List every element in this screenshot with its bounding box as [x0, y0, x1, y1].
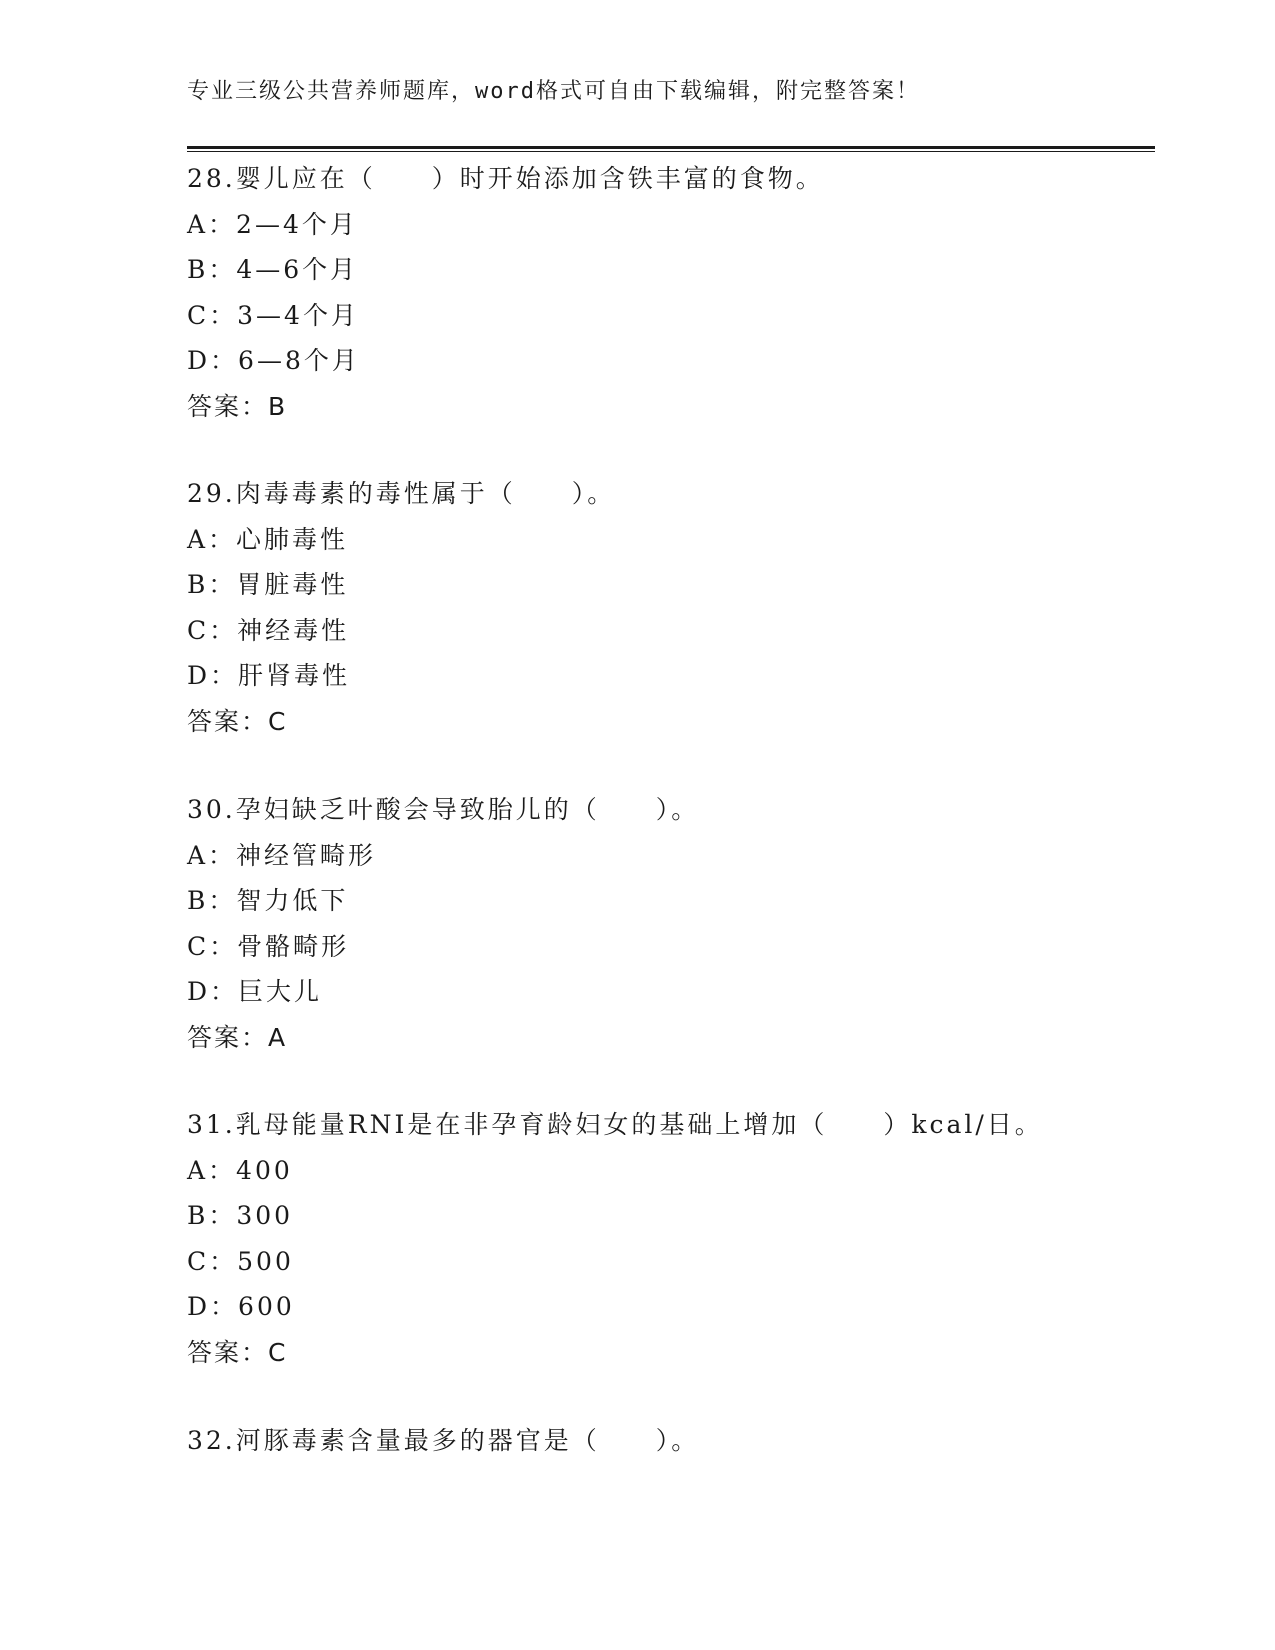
question-28 [187, 156, 1155, 430]
option-c: C：神经毒性 [187, 615, 350, 645]
answer-line: 答案：C [187, 706, 288, 736]
option-c: C：骨骼畸形 [187, 931, 350, 961]
option-d: D：6—8个月 [187, 346, 360, 376]
question-stem: 32.河豚毒素含量最多的器官是（ ）。 [187, 1426, 700, 1455]
answer-line: 答案：C [187, 1337, 288, 1367]
option-a: A：神经管畸形 [187, 840, 377, 870]
option-d: D：巨大儿 [187, 977, 323, 1007]
option-a: A：400 [187, 1155, 293, 1185]
option-b: B：智力低下 [187, 886, 349, 916]
option-c: C：500 [187, 1246, 294, 1276]
question-stem: 28.婴儿应在（ ）时开始添加含铁丰富的食物。 [187, 164, 824, 193]
option-b: B：300 [187, 1201, 294, 1231]
option-a: A：2—4个月 [187, 209, 358, 239]
header-divider-thick [187, 146, 1155, 149]
header-divider-thin [187, 151, 1155, 152]
question-31 [187, 1102, 1155, 1376]
question-stem: 29.肉毒毒素的毒性属于（ ）。 [187, 479, 616, 508]
header-text: 专业三级公共营养师题库，word格式可自由下载编辑，附完整答案！ [187, 79, 920, 104]
option-a: A：心肺毒性 [187, 524, 349, 554]
option-d: D：600 [187, 1292, 295, 1322]
answer-line: 答案：B [187, 391, 288, 421]
option-d: D：肝肾毒性 [187, 661, 351, 691]
question-30 [187, 787, 1155, 1061]
question-29 [187, 471, 1155, 745]
question-stem: 31.乳母能量RNI是在非孕育龄妇女的基础上增加（ ）kcal/日。 [187, 1110, 1043, 1139]
option-c: C：3—4个月 [187, 300, 359, 330]
question-32 [187, 1418, 1155, 1464]
question-stem: 30.孕妇缺乏叶酸会导致胎儿的（ ）。 [187, 795, 700, 824]
answer-line: 答案：A [187, 1022, 288, 1052]
option-b: B：胃脏毒性 [187, 570, 349, 600]
option-b: B：4—6个月 [187, 255, 359, 285]
